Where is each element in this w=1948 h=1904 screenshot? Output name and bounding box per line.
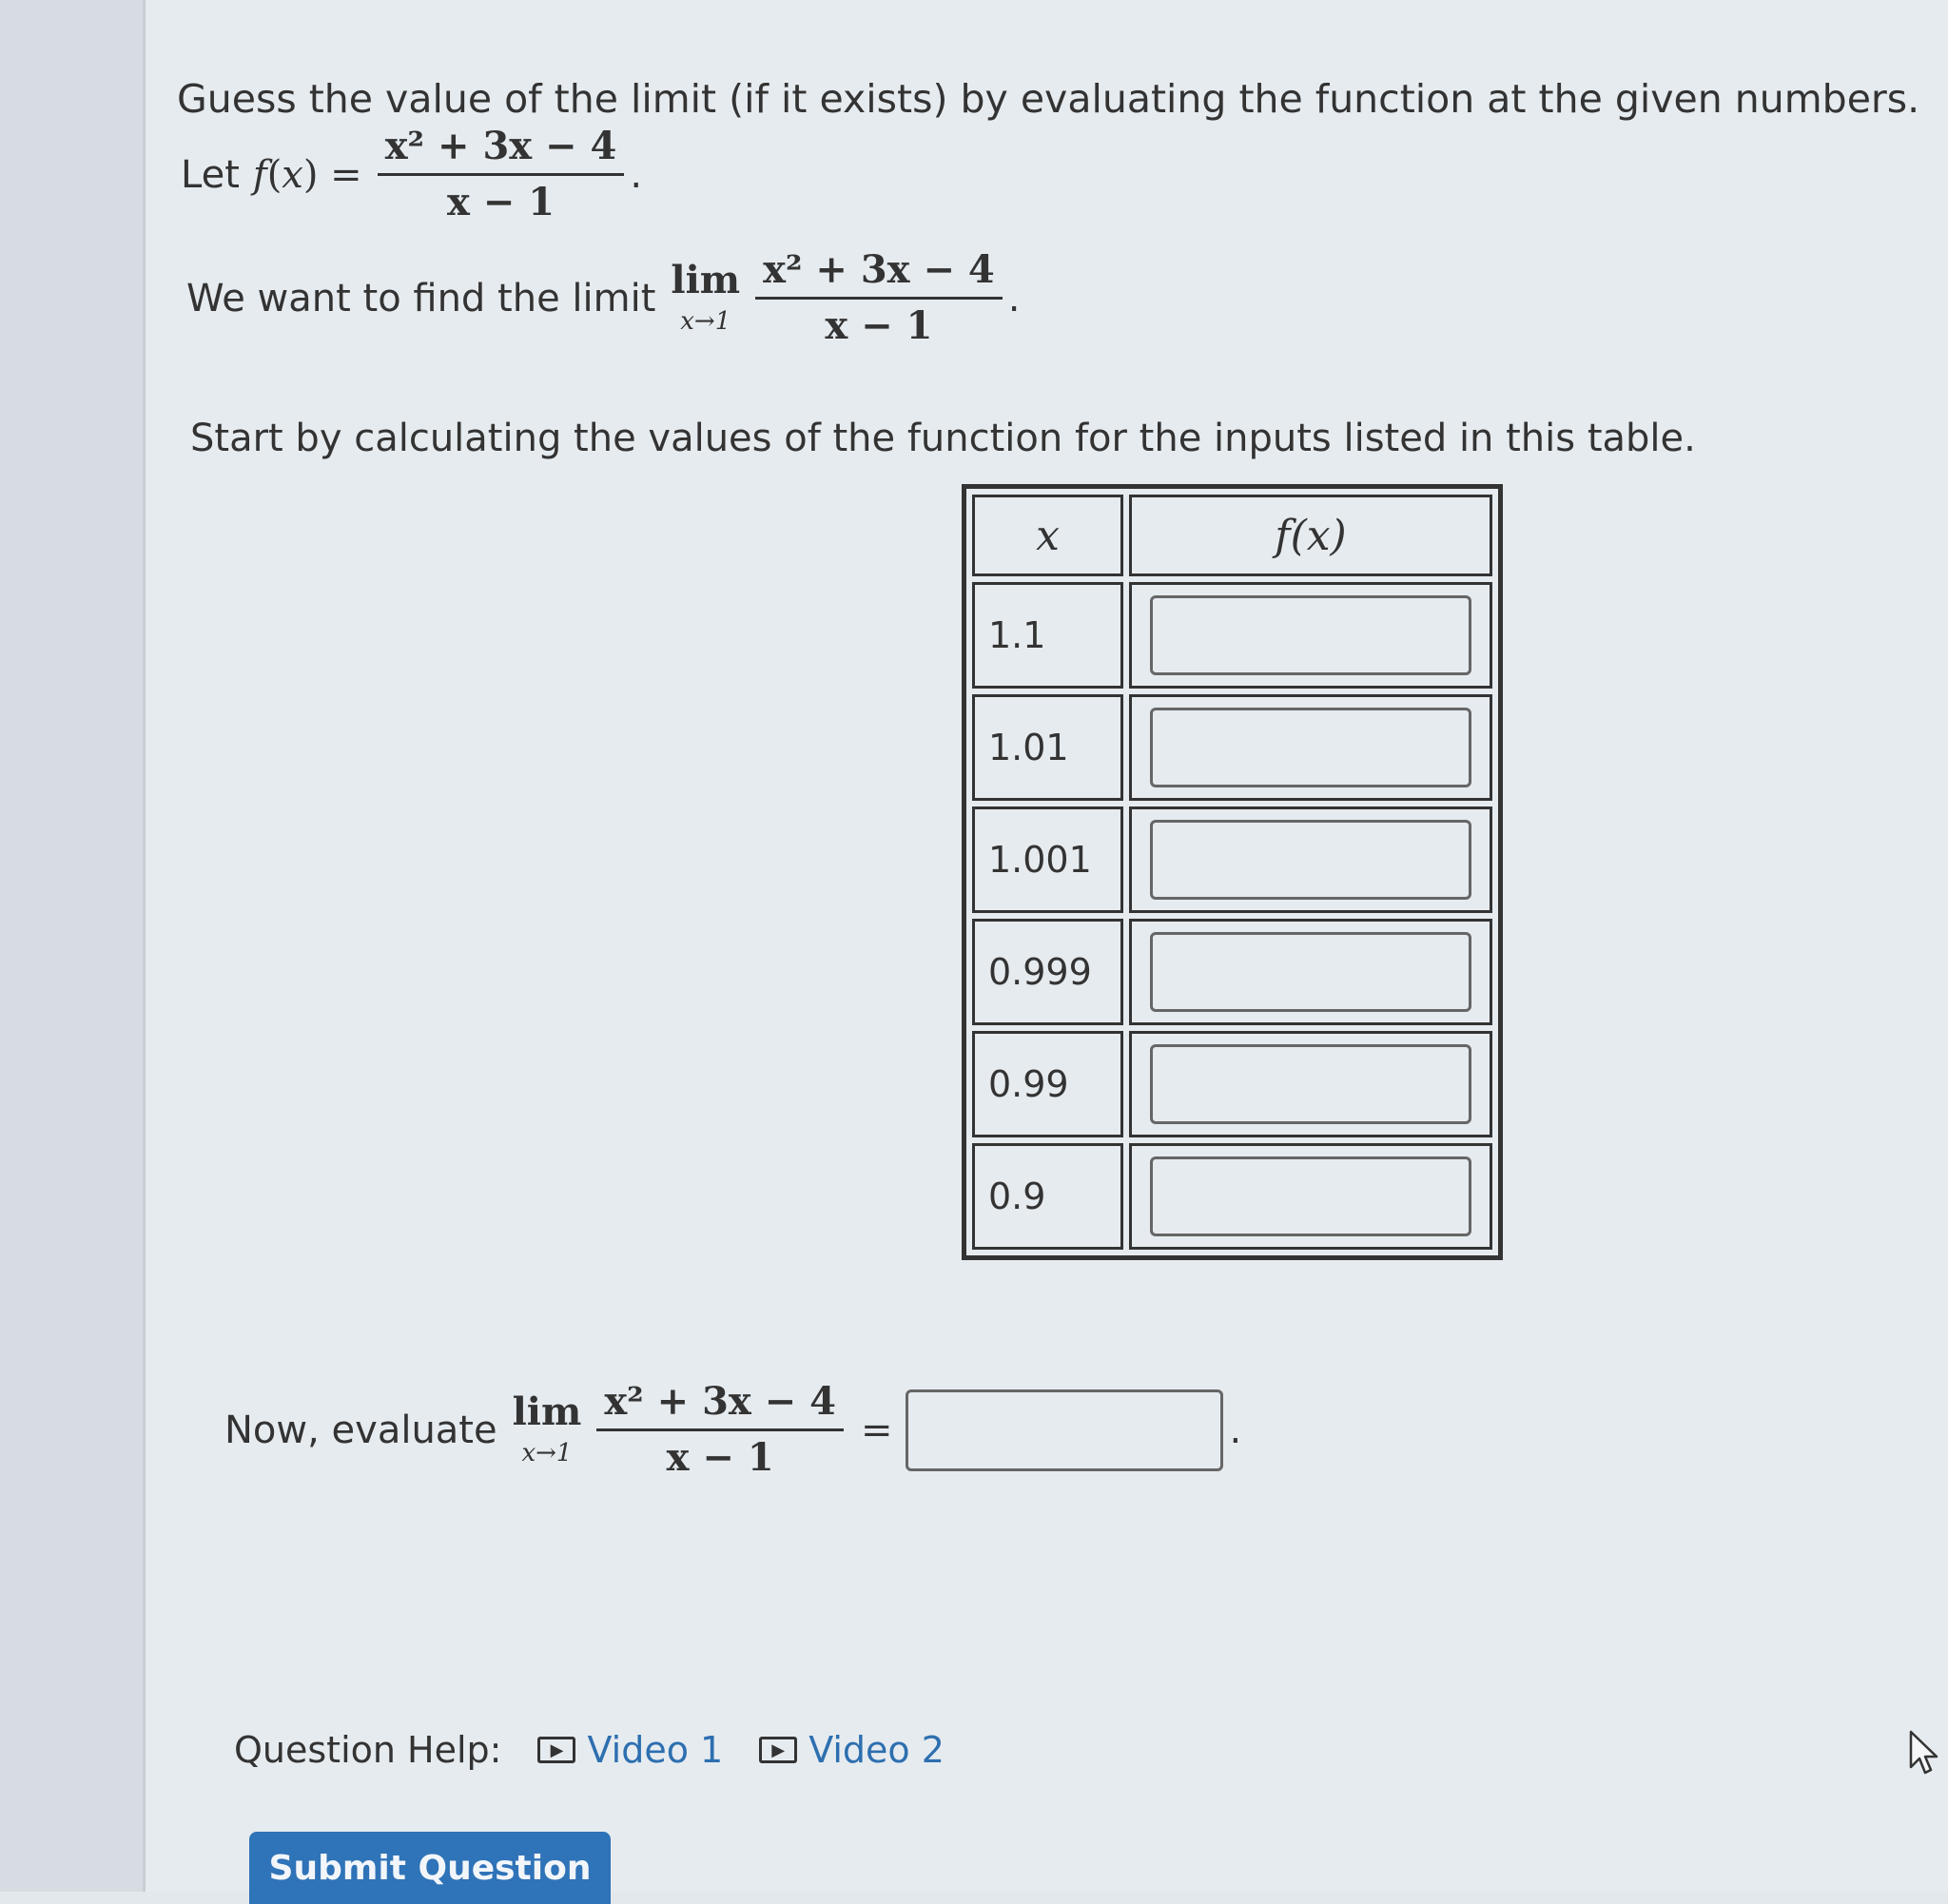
lim-subscript: x→1 [521, 1438, 573, 1467]
table-header-row [972, 495, 1492, 576]
table-row [972, 1031, 1492, 1137]
video-2-link[interactable] [759, 1729, 945, 1771]
fx-cell [1129, 1143, 1492, 1250]
fx-input-3[interactable] [1150, 820, 1471, 900]
fx-cell [1129, 919, 1492, 1025]
limit-answer-input[interactable] [906, 1389, 1223, 1471]
function-definition [181, 126, 642, 223]
x-value: 1.01 [972, 694, 1123, 801]
instruction-text [190, 417, 1696, 460]
limit-operator [671, 257, 741, 336]
table-row [972, 582, 1492, 689]
period: . [1229, 1408, 1242, 1452]
fx-cell [1129, 582, 1492, 689]
period: . [630, 152, 643, 197]
x-value: 0.99 [972, 1031, 1123, 1137]
x-value: 1.1 [972, 582, 1123, 689]
fx-input-6[interactable] [1150, 1156, 1471, 1236]
fx-cell [1129, 694, 1492, 801]
table-row [972, 919, 1492, 1025]
question-help-label: Question Help: [234, 1729, 502, 1771]
video-play-icon: ▶ [537, 1737, 575, 1763]
function-lhs: f(x) = [252, 152, 362, 197]
fx-cell [1129, 1031, 1492, 1137]
video-1-link[interactable] [537, 1729, 723, 1771]
evaluate-text: Now, evaluate [224, 1408, 497, 1452]
fx-input-2[interactable] [1150, 708, 1471, 787]
video-1-label: Video 1 [587, 1729, 724, 1771]
period: . [1007, 276, 1021, 321]
let-label: Let [181, 152, 240, 197]
fx-input-4[interactable] [1150, 932, 1471, 1012]
header-x: x [972, 495, 1123, 576]
question-title [177, 76, 1919, 122]
function-denominator: x − 1 [446, 180, 555, 224]
fx-cell [1129, 806, 1492, 913]
want-text: We want to find the limit [186, 276, 656, 321]
limit-denominator: x − 1 [825, 303, 933, 348]
fx-input-1[interactable] [1150, 595, 1471, 675]
limit-statement [186, 249, 1020, 347]
function-numerator: x² + 3x − 4 [378, 126, 625, 176]
instruction-text-content: Start by calculating the values of the function for the inputs listed in this table. [190, 417, 1696, 460]
evaluate-statement [224, 1381, 1241, 1479]
x-value: 0.999 [972, 919, 1123, 1025]
table-row [972, 806, 1492, 913]
mouse-pointer-icon [1908, 1729, 1940, 1777]
x-value: 1.001 [972, 806, 1123, 913]
left-margin-panel [0, 0, 146, 1892]
x-value: 0.9 [972, 1143, 1123, 1250]
question-title-text: Guess the value of the limit (if it exists) by evaluating the function at the given numbers. [177, 76, 1920, 122]
evaluate-fraction [596, 1381, 844, 1479]
function-fraction [378, 126, 625, 223]
function-variable: x [282, 152, 303, 197]
limit-operator [512, 1389, 582, 1467]
limit-fraction [755, 249, 1003, 347]
limit-numerator: x² + 3x − 4 [755, 249, 1003, 300]
lim-word: lim [512, 1389, 582, 1434]
header-fx: f(x) [1129, 495, 1492, 576]
table-row [972, 694, 1492, 801]
table-row [972, 1143, 1492, 1250]
evaluate-numerator: x² + 3x − 4 [596, 1381, 844, 1431]
lim-subscript: x→1 [680, 306, 731, 336]
lim-word: lim [671, 257, 741, 302]
function-name: f [252, 152, 267, 197]
video-play-icon: ▶ [759, 1737, 797, 1763]
submit-question-button[interactable]: Submit Question [249, 1832, 611, 1904]
equals-sign: = [860, 1408, 893, 1452]
values-table [962, 484, 1503, 1260]
video-2-label: Video 2 [808, 1729, 945, 1771]
question-help [234, 1729, 945, 1771]
evaluate-denominator: x − 1 [666, 1435, 774, 1480]
fx-input-5[interactable] [1150, 1044, 1471, 1124]
